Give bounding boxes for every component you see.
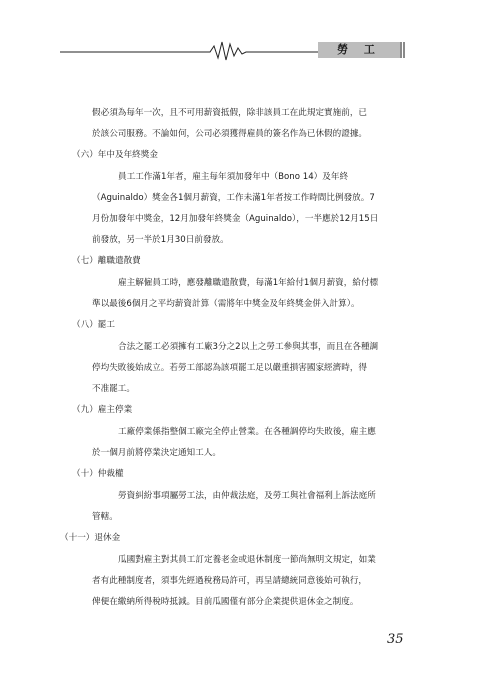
paragraph-line: 管轄。 bbox=[92, 512, 118, 522]
section-heading: （六）年中及年終獎金 bbox=[72, 150, 158, 160]
paragraph-line: 月份加發年中獎金，12月加發年終獎金（Aguinaldo），一半應於12月15日 bbox=[92, 214, 379, 224]
section-heading: （八）罷工 bbox=[72, 320, 115, 330]
paragraph-line: 瓜國對雇主對其員工訂定養老金或退休制度一節尚無明文規定，如業 bbox=[118, 555, 376, 565]
section-heading: （十）仲裁權 bbox=[72, 469, 124, 479]
paragraph-line: 前發放，另一半於1月30日前發放。 bbox=[92, 235, 229, 245]
header-title: 勞 工 bbox=[337, 43, 381, 56]
section-heading: （七）離職遣散費 bbox=[72, 256, 141, 266]
paragraph-line: 不准罷工。 bbox=[92, 384, 135, 394]
section-heading: （十一）退休金 bbox=[60, 533, 121, 543]
paragraph-line: 於該公司服務。不論如何，公司必須獲得雇員的簽名作為已休假的證據。 bbox=[92, 129, 368, 139]
paragraph-line: （Aguinaldo）獎金各1個月薪資，工作未滿1年者按工作時間比例發放。7 bbox=[92, 193, 375, 203]
paragraph-line: 於一個月前將停業決定通知工人。 bbox=[92, 448, 221, 458]
paragraph-line: 者有此種制度者，須事先經過稅務局許可，再呈請總統同意後始可執行， bbox=[92, 576, 368, 586]
page-number: 35 bbox=[387, 632, 404, 647]
section-heading: （九）雇主停業 bbox=[72, 405, 133, 415]
paragraph-line: 勞資糾紛事項屬勞工法，由仲裁法庭，及勞工與社會福利上訴法庭所 bbox=[118, 491, 376, 501]
running-header bbox=[0, 36, 480, 64]
paragraph-line: 假必須為每年一次，且不可用薪資抵假，除非該員工在此規定實施前，已 bbox=[92, 108, 368, 118]
paragraph-line: 員工工作滿1年者，雇主每年須加發年中（Bono 14）及年終 bbox=[118, 172, 349, 182]
paragraph-line: 停均失敗後始成立。若勞工部認為該項罷工足以嚴重損害國家經濟時，得 bbox=[92, 363, 368, 373]
paragraph-line: 雇主解僱員工時，應發離職遣散費，每滿1年給付1個月薪資，給付標 bbox=[118, 278, 379, 288]
paragraph-line: 工廠停業係指整個工廠完全停止營業。在各種調停均失敗後，雇主應 bbox=[118, 427, 376, 437]
paragraph-line: 準以最後6個月之平均薪資計算（需將年中獎金及年終獎金併入計算）。 bbox=[92, 299, 360, 309]
paragraph-line: 俾便在繳納所得稅時抵減。目前瓜國僅有部分企業提供退休金之制度。 bbox=[92, 597, 359, 607]
paragraph-line: 合法之罷工必須擁有工廠3分之2以上之勞工參與其事，而且在各種調 bbox=[118, 342, 379, 352]
